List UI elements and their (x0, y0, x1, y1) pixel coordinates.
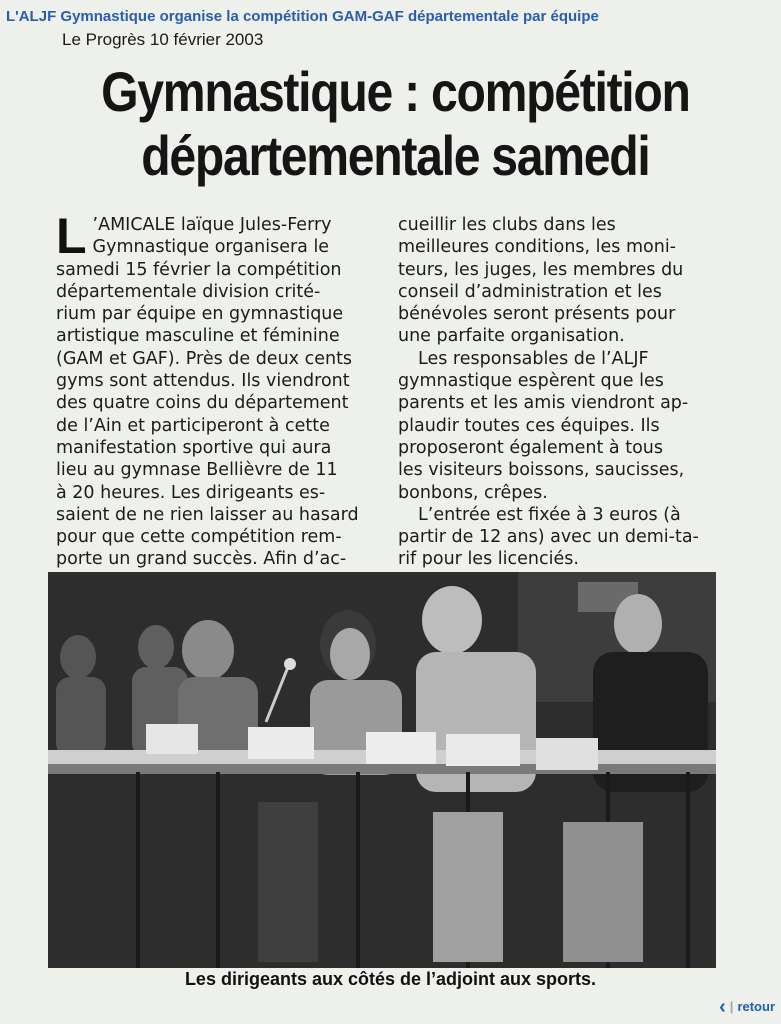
article-column-right (398, 214, 716, 571)
text-line: partir de 12 ans) avec un demi-ta- (398, 527, 699, 548)
text-line: artistique masculine et féminine (56, 326, 340, 347)
page-header-title: L'ALJF Gymnastique organise la compétition GAM-GAF départementale par équipe (6, 8, 599, 25)
retour-label: retour (737, 999, 775, 1014)
text-line: plaudir toutes ces équipes. Ils (398, 415, 660, 436)
article-headline (60, 60, 731, 188)
text-line: Les responsables de l’ALJF (418, 348, 649, 369)
photo-illustration (48, 572, 716, 968)
text-line: L’entrée est fixée à 3 euros (à (418, 504, 681, 525)
text-line: gymnastique espèrent que les (398, 371, 664, 392)
text-line: ’AMICALE laïque Jules-Ferry (92, 215, 332, 235)
text-line: lieu au gymnase Bellièvre de 11 (56, 460, 338, 481)
text-line: teurs, les juges, les membres du (398, 259, 684, 280)
text-line: bonbons, crêpes. (398, 482, 548, 503)
text-line: pour que cette compétition rem- (56, 527, 342, 548)
text-line: rif pour les licenciés. (398, 549, 579, 570)
article-column-left (56, 208, 378, 571)
photo-caption: Les dirigeants aux côtés de l’adjoint aux sports. (184, 969, 597, 989)
chevron-left-icon: ‹ (719, 995, 726, 1018)
article-source: Le Progrès 10 février 2003 (62, 30, 264, 49)
text-line: cueillir les clubs dans les (398, 215, 616, 235)
text-line: conseil d’administration et les (398, 281, 662, 302)
text-line: une parfaite organisation. (398, 326, 625, 347)
text-line: bénévoles seront présents pour (398, 304, 676, 325)
text-line: meilleures conditions, les moni- (398, 237, 677, 258)
text-line: proposeront également à tous (398, 437, 663, 458)
headline-line-2: départementale samedi (141, 124, 650, 187)
text-line: gyms sont attendus. Ils viendront (56, 371, 350, 392)
text-line: manifestation sportive qui aura (56, 437, 332, 458)
article-photo (48, 572, 716, 968)
text-line: Gymnastique organisera le (92, 237, 330, 258)
text-line: samedi 15 février la compétition (56, 259, 342, 280)
text-line: saient de ne rien laisser au hasard (56, 504, 359, 525)
text-line: à 20 heures. Les dirigeants es- (56, 482, 326, 503)
text-line: porte un grand succès. Afin d’ac- (56, 549, 347, 570)
text-line: de l’Ain et participeront à cette (56, 415, 330, 436)
text-line: parents et les amis viendront ap- (398, 393, 689, 414)
retour-link[interactable]: ‹ | retour (719, 995, 775, 1018)
text-line: les visiteurs boissons, saucisses, (398, 460, 685, 481)
text-line: des quatre coins du département (56, 393, 349, 414)
text-line: rium par équipe en gymnastique (56, 304, 344, 325)
text-line: (GAM et GAF). Près de deux cents (56, 348, 353, 369)
dropcap: L (56, 208, 87, 264)
text-line: départementale division crité- (56, 281, 321, 302)
headline-line-1: Gymnastique : compétition (101, 60, 690, 123)
